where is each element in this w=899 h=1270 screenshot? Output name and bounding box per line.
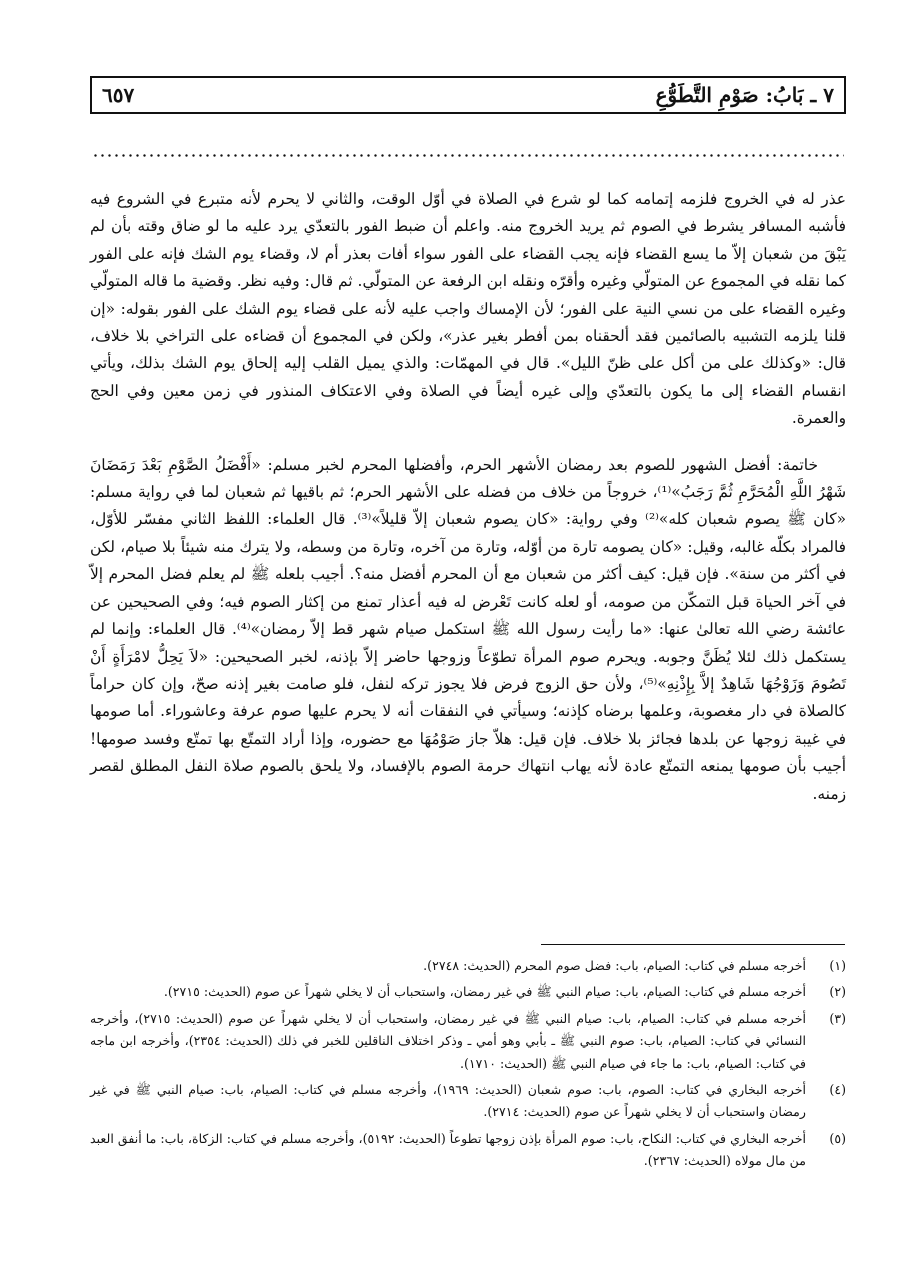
footnote-text: أخرجه مسلم في كتاب: الصيام، باب: فضل صوم المحرم (الحديث: ٢٧٤٨). [423, 958, 806, 973]
footnote-number: (٥) [829, 1130, 846, 1146]
page-number: ٦٥٧ [102, 83, 135, 107]
footnote-number: (١) [829, 958, 846, 973]
footnote-text: أخرجه مسلم في كتاب: الصيام، باب: صيام النبي ﷺ في غير رمضان، واستحباب أن لا يخلي شهراً عن صوم (الحديث: ٢٧١٥)، وأخرجه النسائي في كتاب: الصيام، باب: صوم النبي ﷺ ـ بأبي وهو أمي ـ وذكر اختلاف الناقلين للخبر في ذلك (الحديث: ٢٣٥٤)، وأخرجه ابن ماجه في كتاب: الصيام، باب: ما جاء في صيام النبي ﷺ (الحديث: ١٧١٠). [90, 1010, 806, 1071]
chapter-title: ٧ ـ بَابُ: صَوْمِ التَّطَوُّعِ [655, 83, 834, 107]
footnote-text: أخرجه البخاري في كتاب: الصوم، باب: صوم شعبان (الحديث: ١٩٦٩)، وأخرجه مسلم في كتاب: الصيام، باب: صيام النبي ﷺ في غير رمضان واستحباب أن لا يخلي شهراً عن صوم (الحديث: ٢٧١٤). [90, 1082, 806, 1120]
footnote-text: أخرجه البخاري في كتاب: النكاح، باب: صوم المرأة بإذن زوجها تطوعاً (الحديث: ٥١٩٢)، وأخرجه مسلم في كتاب: الزكاة، باب: ما أنفق العبد من مال مولاه (الحديث: ٢٣٦٧). [90, 1130, 806, 1169]
footnotes [90, 955, 846, 1177]
footnote [90, 955, 846, 977]
footnote [90, 981, 846, 1003]
footnote [90, 1079, 846, 1124]
running-header [90, 76, 846, 114]
footnote-divider [541, 944, 845, 945]
paragraph-continuation: عذر له في الخروج فلزمه إتمامه كما لو شرع في الصلاة في أوّل الوقت، والثاني لا يحرم لأنه متبرع في الشروع فيه فأشبه المسافر يشرط في الصوم ثم يريد الخروج منه. واعلم أن ضبط الفور بالتعدّي يرد عليه ما لو ضاق وقته بأن لم يَبْقَ من شعبان إلاّ ما يسع القضاء فإنه يجب القضاء على الفور سواء أفات بعذر أم لا، وقضاء يوم الشك فإنه على الفور كما نقله في المجموع عن المتولّي وغيره وأقرّه ونقله ابن الرفعة عن المتولّي. ثم قال: وفيه نظر. وقضية ما قاله المتولّي وغيره القضاء على من نسي النية على الفور؛ لأن الإمساك واجب عليه لأنه على قضاء يوم الشك على الفور بقوله: «إن قلنا يلزمه التشبيه بالصائمين فقد ألحقناه بمن أفطر بغير عذر»، ولكن في المجموع أن قضاءه على التراخي بلا خلاف، قال: «وكذلك على من أكل على ظنّ الليل». قال في المهمّات: والذي يميل القلب إليه إلحاق يوم الشك بذلك، ويأتي انقسام القضاء إلى ما يكون بالتعدّي وإلى غيره أيضاً في الصلاة وفي الاعتكاف المنذور في زمن معين وفي الحج والعمرة. [90, 190, 846, 428]
paragraph-conclusion: خاتمة: أفضل الشهور للصوم بعد رمضان الأشهر الحرم، وأفضلها المحرم لخبر مسلم: «أَفْضَلُ الصَّوْمِ بَعْدَ رَمَضَانَ شَهْرُ اللَّهِ الْمُحَرَّمِ ثُمَّ رَجَبُ»⁽¹⁾، خروجاً من خلاف من فضله على الأشهر الحرم؛ ثم باقيها ثم شعبان لما في رواية مسلم: «كان ﷺ يصوم شعبان كله»⁽²⁾ وفي رواية: «كان يصوم شعبان إلاّ قليلاً»⁽³⁾. قال العلماء: اللفظ الثاني مفسّر للأوّل، فالمراد بكلّه غالبه، وقيل: «كان يصومه تارة من أوّله، وتارة من آخره، وتارة من وسطه، ولا يترك منه شيئاً بلا صيام، لكن في أكثر من سنة». فإن قيل: كيف أكثر من شعبان مع أن المحرم أفضل منه؟. أجيب بلعله ﷺ لم يعلم فضل المحرم إلاّ في آخر الحياة قبل التمكّن من صومه، أو لعله كانت تَعْرض له فيه أعذار تمنع من إكثار الصوم فيه؛ وفي الصحيحين عن عائشة رضي الله تعالىٰ عنها: «ما رأيت رسول الله ﷺ استكمل صيام شهر قط إلاّ رمضان»⁽⁴⁾. قال العلماء: وإنما لم يستكمل ذلك لئلا يُظَنَّ وجوبه. ويحرم صوم المرأة تطوّعاً وزوجها حاضر إلاّ بإذنه، لخبر الصحيحين: «لاَ يَحِلُّ لامْرَأَةٍ أَنْ تَصُومَ وَزَوْجُهَا شَاهِدٌ إلاَّ بِإِذْنِهِ»⁽⁵⁾، ولأن حق الزوج فرض فلا يجوز تركه لنفل، فلو صامت بغير إذنه صحّ، وإن كان حراماً كالصلاة في دار مغصوبة، وعلمها برضاه كإذنه؛ وسيأتي في النفقات أنه لا يحرم عليها صوم عرفة وعاشوراء. أما صومها في غيبة زوجها عن بلدها فجائز بلا خلاف. فإن قيل: هلاّ جاز صَوْمُهَا مع حضوره، وإذا أراد التمتّع بها تمتّع وفسد صومها! أجيب بأن صومها يمنعه التمتّع عادة لأنه يهاب انتهاك حرمة الصوم بالإفساد، ولا يلحق بالصوم صلاة النفل المطلق لقصر زمنه. [90, 455, 846, 803]
footnote-text: أخرجه مسلم في كتاب: الصيام، باب: صيام النبي ﷺ في غير رمضان، واستحباب أن لا يخلي شهراً عن صوم (الحديث: ٢٧١٥). [163, 984, 806, 1000]
footnote-number: (٢) [829, 984, 846, 1000]
footnote-number: (٤) [829, 1082, 846, 1098]
footnote-number: (٣) [829, 1010, 846, 1026]
dotted-separator [92, 154, 844, 157]
footnote [90, 1128, 846, 1173]
footnote [90, 1008, 846, 1075]
main-text [90, 186, 846, 808]
